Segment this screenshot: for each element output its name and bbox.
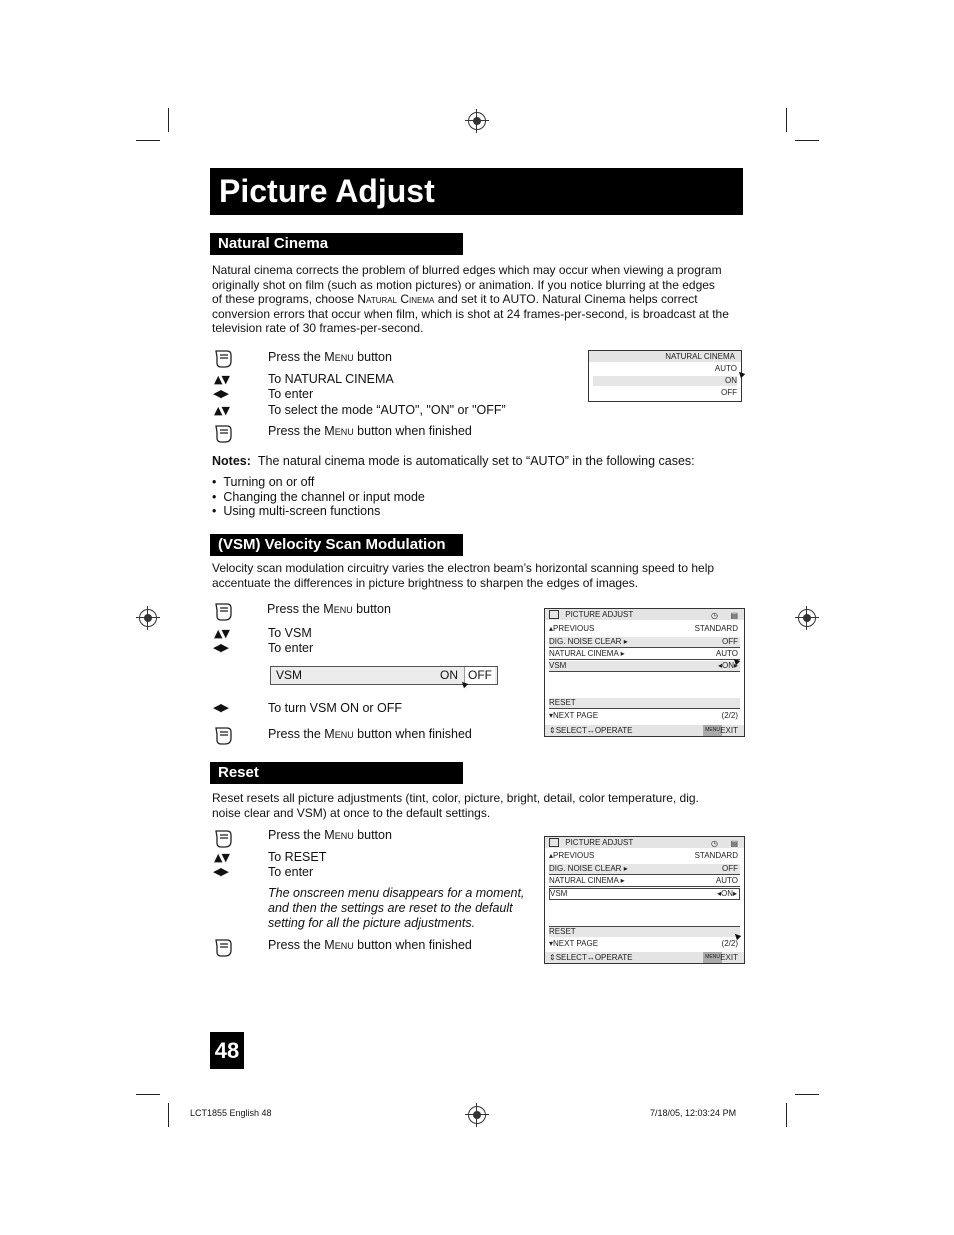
osd-label: NEXT PAGE <box>553 711 599 720</box>
right-triangle-icon: ▸ <box>623 637 628 646</box>
list-item: • Using multi-screen functions <box>212 504 381 519</box>
text-run: Natural Cinema <box>357 292 435 307</box>
osd-label: NATURAL CINEMA <box>549 876 619 885</box>
osd-label: NEXT PAGE <box>553 939 599 948</box>
osd-row-natural-cinema <box>549 876 740 887</box>
osd-label: PREVIOUS <box>553 851 595 860</box>
up-down-arrows-icon: ▲▼ <box>214 404 229 417</box>
reset-note <box>268 886 524 931</box>
registration-mark-icon <box>139 609 157 627</box>
menu-button-hand-icon <box>213 724 235 746</box>
step-to-natural-cinema: To NATURAL CINEMA <box>268 372 394 386</box>
text-run: Menu <box>324 938 354 952</box>
osd-value: AUTO <box>715 876 738 885</box>
osd-label: VSM <box>549 661 567 670</box>
crop-mark <box>168 1103 169 1127</box>
paragraph-line: television rate of 30 frames-per-second. <box>212 321 424 336</box>
natural-cinema-osd <box>588 350 742 402</box>
text-run: Turning on or off <box>223 475 315 489</box>
clock-icon: ◷ <box>711 839 718 848</box>
osd-title: PICTURE ADJUST <box>565 838 634 847</box>
step-turn-vsm: To turn VSM ON or OFF <box>268 701 403 715</box>
osd-exit: EXIT <box>720 953 738 962</box>
osd-row-reset: RESET <box>549 698 740 709</box>
osd-row-previous <box>549 624 740 634</box>
paragraph-line: Velocity scan modulation circuitry varies the electron beam’s horizontal scanning speed to help <box>212 561 715 575</box>
osd-row-natural-cinema <box>549 649 740 660</box>
text-run: Changing the channel or input mode <box>223 489 425 504</box>
vsm-off-option: OFF <box>464 667 495 684</box>
menu-button-hand-icon <box>213 347 235 369</box>
natural-cinema-description <box>212 263 752 336</box>
text-run: Menu <box>324 350 354 364</box>
down-triangle-icon: ▾ <box>549 711 554 720</box>
reset-description <box>212 791 752 820</box>
picture-adjust-osd-vsm <box>544 608 745 737</box>
osd-option-on: ON <box>593 376 737 386</box>
text-run: Press the <box>268 727 325 741</box>
text-run: ON <box>721 661 734 670</box>
osd-row-next-page <box>549 939 740 949</box>
osd-value: (2/2) <box>721 711 738 720</box>
text-run: button when finished <box>353 938 472 952</box>
osd-menu-tag: MENU <box>703 725 722 736</box>
osd-label: VSM <box>550 889 568 898</box>
paragraph-line: originally shot on film (such as motion pictures) or animation. If you notice blurring at the edges <box>212 277 715 292</box>
crop-mark <box>786 1103 787 1127</box>
osd-operate: OPERATE <box>594 953 633 962</box>
step-press-menu <box>267 602 391 616</box>
osd-title-bar <box>545 837 744 848</box>
text-run: Press the <box>268 350 325 364</box>
crop-mark <box>136 1094 160 1095</box>
osd-exit: EXIT <box>720 726 738 735</box>
osd-select: SELECT <box>555 953 587 962</box>
text-run: ON <box>720 889 733 898</box>
notes-label: Notes: <box>212 454 251 468</box>
step-press-menu-finished <box>268 727 472 741</box>
note-line: and then the settings are reset to the default <box>268 901 513 915</box>
registration-mark-icon <box>468 112 486 130</box>
right-triangle-icon: ▸ <box>620 876 625 885</box>
step-to-enter: To enter <box>268 387 314 401</box>
osd-option-auto: AUTO <box>714 364 737 373</box>
menu-button-hand-icon <box>213 827 235 849</box>
paragraph-line: Natural cinema corrects the problem of blurred edges which may occur when viewing a program <box>212 263 722 277</box>
section-heading-vsm: (VSM) Velocity Scan Modulation <box>210 534 463 556</box>
osd-label: DIG. NOISE CLEAR <box>549 637 622 646</box>
step-press-menu-finished <box>268 938 472 952</box>
text-run: button when finished <box>353 424 472 438</box>
left-right-arrows-icon: ◀▶ <box>213 387 228 400</box>
osd-footer-bar <box>545 725 744 736</box>
section-heading-natural-cinema: Natural Cinema <box>210 233 463 255</box>
paragraph-line <box>212 292 752 307</box>
text-run: button <box>352 602 391 616</box>
osd-operate: OPERATE <box>594 726 633 735</box>
text-run: Menu <box>323 602 353 616</box>
up-triangle-icon: ▴ <box>549 851 554 860</box>
text-run: Press the <box>267 602 324 616</box>
osd-row-vsm <box>549 661 740 672</box>
up-down-icon: ⇕ <box>549 953 556 962</box>
osd-row-next-page <box>549 711 740 721</box>
footer-left: LCT1855 English 48 <box>190 1108 272 1118</box>
paragraph-line: Reset resets all picture adjustments (tint, color, picture, bright, detail, color temperature, dig. <box>212 791 699 805</box>
text-run: Press the <box>268 828 325 842</box>
menu-button-hand-icon <box>213 936 235 958</box>
step-to-reset: To RESET <box>268 850 327 864</box>
picture-adjust-osd-reset <box>544 836 745 964</box>
up-down-arrows-icon: ▲▼ <box>214 627 229 640</box>
osd-value: STANDARD <box>694 624 738 633</box>
text-run: button <box>353 350 392 364</box>
right-triangle-icon: ▸ <box>623 864 628 873</box>
text-run: Press the <box>268 424 325 438</box>
osd-title: PICTURE ADJUST <box>565 610 634 619</box>
lock-icon: ▤ <box>730 611 738 620</box>
step-to-vsm: To VSM <box>268 626 312 640</box>
paragraph-line: conversion errors that occur when film, which is shot at 24 frames-per-second, is broadcast at the <box>212 306 729 321</box>
step-press-menu-finished <box>268 424 472 438</box>
osd-label: PREVIOUS <box>553 624 595 633</box>
left-right-arrows-icon: ◀▶ <box>213 641 228 654</box>
step-to-enter: To enter <box>268 641 314 655</box>
vsm-on-option: ON <box>440 668 458 682</box>
text-run: of these programs, choose <box>212 292 358 307</box>
left-right-icon: ↔ <box>586 726 595 735</box>
osd-footer-bar <box>545 952 744 963</box>
picture-icon <box>549 838 559 847</box>
osd-label: NATURAL CINEMA <box>549 649 619 658</box>
osd-row-dig-noise-clear <box>549 637 740 648</box>
osd-value: AUTO <box>715 649 738 658</box>
osd-value: (2/2) <box>721 939 738 948</box>
up-down-icon: ⇕ <box>549 726 556 735</box>
text-run: button when finished <box>353 727 472 741</box>
osd-value: OFF <box>722 864 738 873</box>
paragraph-line: accentuate the differences in picture brightness to sharpen the edges of images. <box>212 575 639 590</box>
menu-button-hand-icon <box>213 422 235 444</box>
right-triangle-icon: ▸ <box>620 649 625 658</box>
osd-select: SELECT <box>555 726 587 735</box>
menu-button-hand-icon <box>213 600 235 622</box>
text-run: Press the <box>268 938 325 952</box>
clock-icon: ◷ <box>711 611 718 620</box>
notes <box>212 454 695 468</box>
osd-value: ◂ON▸ <box>717 661 738 670</box>
osd-title: NATURAL CINEMA <box>589 351 741 362</box>
left-right-arrows-icon: ◀▶ <box>213 701 228 714</box>
osd-row-reset: RESET <box>549 926 740 937</box>
up-down-arrows-icon: ▲▼ <box>214 851 229 864</box>
text-run: button <box>353 828 392 842</box>
text-run: Using multi-screen functions <box>223 504 381 519</box>
crop-mark <box>136 140 160 141</box>
lock-icon: ▤ <box>730 839 738 848</box>
vsm-label: VSM <box>276 668 303 682</box>
step-to-enter: To enter <box>268 865 314 879</box>
vsm-description <box>212 561 752 590</box>
osd-row-previous <box>549 851 740 861</box>
osd-option-off: OFF <box>721 388 737 397</box>
notes-bullet-list <box>212 475 425 519</box>
osd-title-bar <box>545 609 744 620</box>
notes-text: The natural cinema mode is automatically set to “AUTO” in the following cases: <box>257 454 695 468</box>
text-run: Menu <box>324 828 354 842</box>
note-line: The onscreen menu disappears for a moment, <box>268 886 525 900</box>
page-number: 48 <box>210 1032 244 1069</box>
picture-icon <box>549 610 559 619</box>
osd-row-vsm <box>549 888 740 900</box>
left-right-icon: ↔ <box>586 953 595 962</box>
left-right-arrows-icon: ◀▶ <box>213 865 228 878</box>
crop-mark <box>795 1094 819 1095</box>
osd-row-dig-noise-clear <box>549 864 740 875</box>
osd-label: DIG. NOISE CLEAR <box>549 864 622 873</box>
section-heading-reset: Reset <box>210 762 463 784</box>
crop-mark <box>168 108 169 132</box>
osd-value: ◂ON▸ <box>716 889 737 898</box>
osd-value: OFF <box>722 637 738 646</box>
osd-value: STANDARD <box>694 851 738 860</box>
list-item: • Turning on or off <box>212 475 315 489</box>
crop-mark <box>786 108 787 132</box>
down-triangle-icon: ▾ <box>549 939 554 948</box>
up-triangle-icon: ▴ <box>549 624 554 633</box>
registration-mark-icon <box>798 609 816 627</box>
footer-right: 7/18/05, 12:03:24 PM <box>650 1108 737 1118</box>
list-item: • Changing the channel or input mode <box>212 489 425 504</box>
step-select-mode: To select the mode “AUTO", "ON" or "OFF” <box>268 403 506 417</box>
note-line: setting for all the picture adjustments. <box>268 916 476 930</box>
text-run: Menu <box>324 424 354 438</box>
text-run: Menu <box>324 727 354 741</box>
step-press-menu <box>268 350 392 364</box>
registration-mark-icon <box>468 1106 486 1124</box>
osd-menu-tag: MENU <box>703 952 722 963</box>
text-run: and set it to AUTO. Natural Cinema helps correct <box>434 292 698 307</box>
paragraph-line: noise clear and VSM) at once to the default settings. <box>212 805 491 820</box>
page-title: Picture Adjust <box>210 168 743 215</box>
step-press-menu <box>268 828 392 842</box>
crop-mark <box>795 140 819 141</box>
up-down-arrows-icon: ▲▼ <box>214 373 229 386</box>
